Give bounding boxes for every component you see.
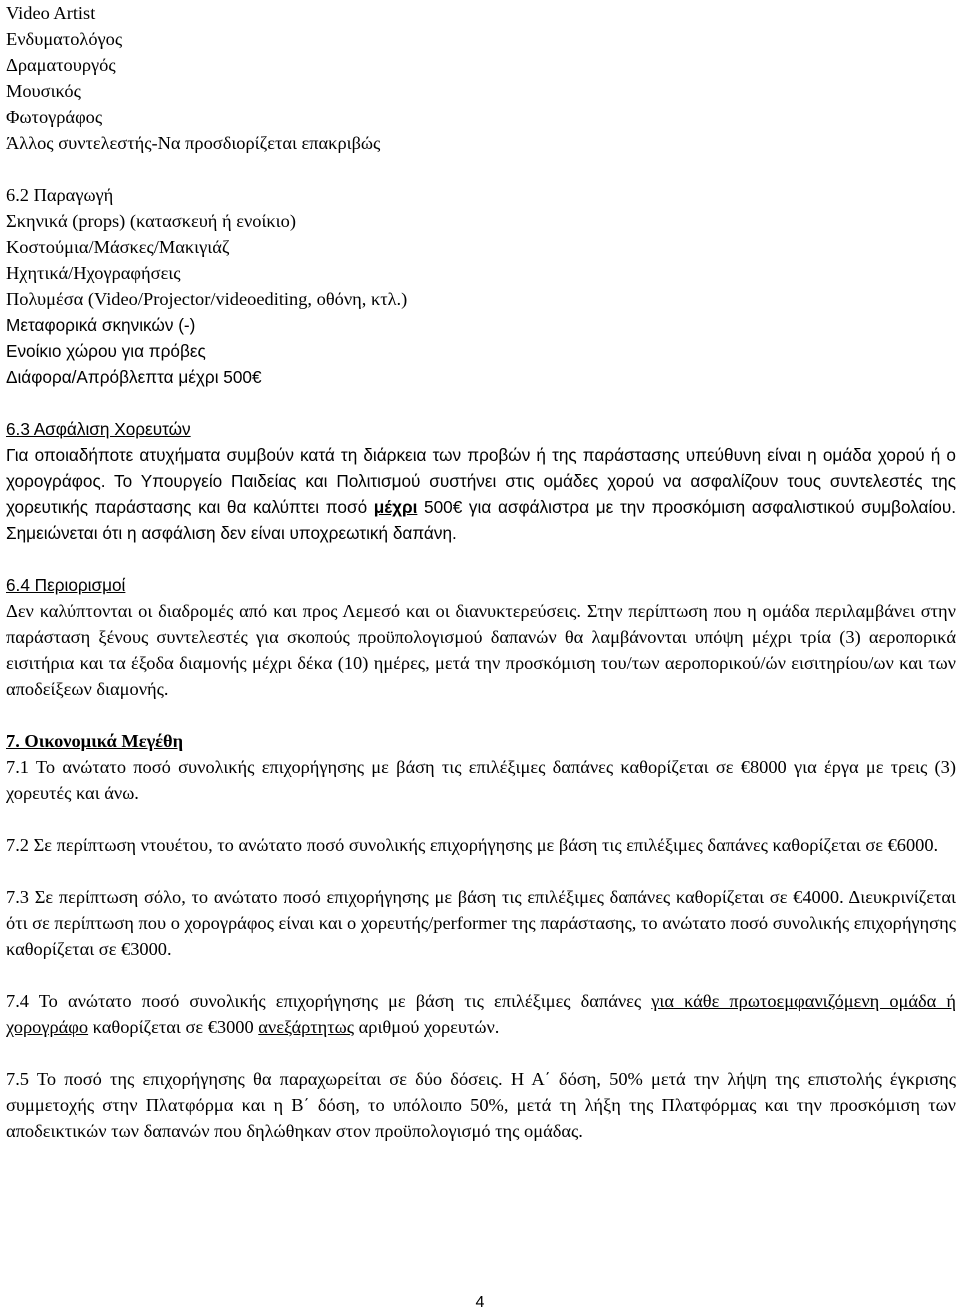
underlined-text: για κάθε πρωτοεμφανιζόμενη ομάδα ή χορογράφο — [6, 991, 957, 1037]
underlined-text: ανεξάρτητως — [258, 1017, 355, 1037]
paragraph: Δεν καλύπτονται οι διαδρομές από και προς Λεμεσό και οι διανυκτερεύσεις. Στην περίπτωση που η ομάδα περιλαμβάνει στην παράσταση ξένους συντελεστές για σκοπούς προϋπολογισμού δαπανών θα λαμβάνονται υπόψη μέχρι τρία (3) αεροπορικά εισιτήρια και τα έξοδα διαμονής μέχρι δέκα (10) ημέρες, μετά την προσκόμιση του/των αεροπορικού/ών εισιτηρίου/ων και των αποδείξεων διαμονής. — [6, 601, 956, 699]
paragraph-7-5: 7.5 Το ποσό της επιχορήγησης θα παραχωρείται σε δύο δόσεις. Η Α΄ δόση, 50% μετά την λήψη της επιστολής έγκρισης συμμετοχής στην Πλατφόρμα και η Β΄ δόση, το υπόλοιπο 50%, μετά τη λήξη της Πλατφόρμας και την προσκόμιση των αποδεικτικών των δαπανών που δηλώθηκαν στον προϋπολογισμό της ομάδας. — [6, 1069, 956, 1141]
paragraph-text: 500€ για ασφάλιστρα με την προσκόμιση ασφαλιστικού συμβολαίου. Σημειώνεται ότι η ασφάλιση δεν είναι υποχρεωτική δαπάνη. — [6, 497, 956, 543]
list-item: Πολυμέσα (Video/Projector/videoediting, οθόνη, κτλ.) — [6, 289, 408, 309]
section-6-4 — [6, 572, 956, 702]
list-item: Σκηνικά (props) (κατασκευή ή ενοίκιο) — [6, 211, 296, 231]
section-heading: 6.2 Παραγωγή — [6, 185, 114, 205]
list-item: Ενοίκιο χώρου για πρόβες — [6, 341, 206, 361]
roles-list — [6, 0, 956, 156]
role-item: Ενδυματολόγος — [6, 29, 123, 49]
page-number: 4 — [475, 1294, 485, 1311]
section-6-2 — [6, 182, 956, 390]
paragraph-7-4 — [6, 988, 956, 1040]
paragraph-7-2: 7.2 Σε περίπτωση ντουέτου, το ανώτατο ποσό συνολικής επιχορήγησης με βάση τις επιλέξιμες δαπάνες καθορίζεται σε €6000. — [6, 835, 939, 855]
list-item: Μεταφορικά σκηνικών (-) — [6, 315, 196, 335]
paragraph-7-1: 7.1 Το ανώτατο ποσό συνολικής επιχορήγησης με βάση τις επιλέξιμες δαπάνες καθορίζεται σε €8000 για έργα με τρεις (3) χορευτές και άνω. — [6, 757, 956, 803]
section-6-3 — [6, 416, 956, 546]
section-heading: 7. Οικονομικά Μεγέθη — [6, 731, 184, 751]
paragraph-7-3: 7.3 Σε περίπτωση σόλο, το ανώτατο ποσό επιχορήγησης με βάση τις επιλέξιμες δαπάνες καθορίζεται σε €4000. Διευκρινίζεται ότι σε περίπτωση που ο χορογράφος είναι και ο χορευτής/performer της παράστασης, το ανώτατο ποσό συνολικής επιχορήγησης καθορίζεται σε €3000. — [6, 887, 956, 959]
role-item: Φωτογράφος — [6, 107, 103, 127]
role-item: Μουσικός — [6, 81, 81, 101]
role-item: Video Artist — [6, 3, 96, 23]
list-item: Κοστούμια/Μάσκες/Μακιγιάζ — [6, 237, 230, 257]
paragraph-text: Για οποιαδήποτε ατυχήματα συμβούν κατά τη διάρκεια των προβών ή της παράστασης υπεύθυνη είναι η ομάδα χορού ή ο χορογράφος. Το Υπουργείο Παιδείας και Πολιτισμού συστήνει στις ομάδες χορού να ασφαλίζουν τους συντελεστές της χορευτικής παράστασης και θα καλύπτει ποσό — [6, 445, 956, 517]
paragraph-text: αριθμού χορευτών. — [354, 1017, 500, 1037]
list-item: Διάφορα/Απρόβλεπτα μέχρι 500€ — [6, 367, 262, 387]
paragraph-text: 7.4 Το ανώτατο ποσό συνολικής επιχορήγησης με βάση τις επιλέξιμες δαπάνες — [6, 991, 652, 1011]
section-heading: 6.4 Περιορισμοί — [6, 575, 126, 595]
emphasis-text: μέχρι — [373, 497, 418, 517]
section-heading: 6.3 Ασφάλιση Χορευτών — [6, 419, 191, 439]
section-7 — [6, 728, 956, 1144]
list-item: Ηχητικά/Ηχογραφήσεις — [6, 263, 181, 283]
paragraph — [6, 442, 956, 546]
paragraph-text: καθορίζεται σε €3000 — [88, 1017, 259, 1037]
document-page — [6, 0, 956, 1144]
role-item: Δραματουργός — [6, 55, 116, 75]
role-item: Άλλος συντελεστής-Να προσδιορίζεται επακριβώς — [6, 133, 381, 153]
